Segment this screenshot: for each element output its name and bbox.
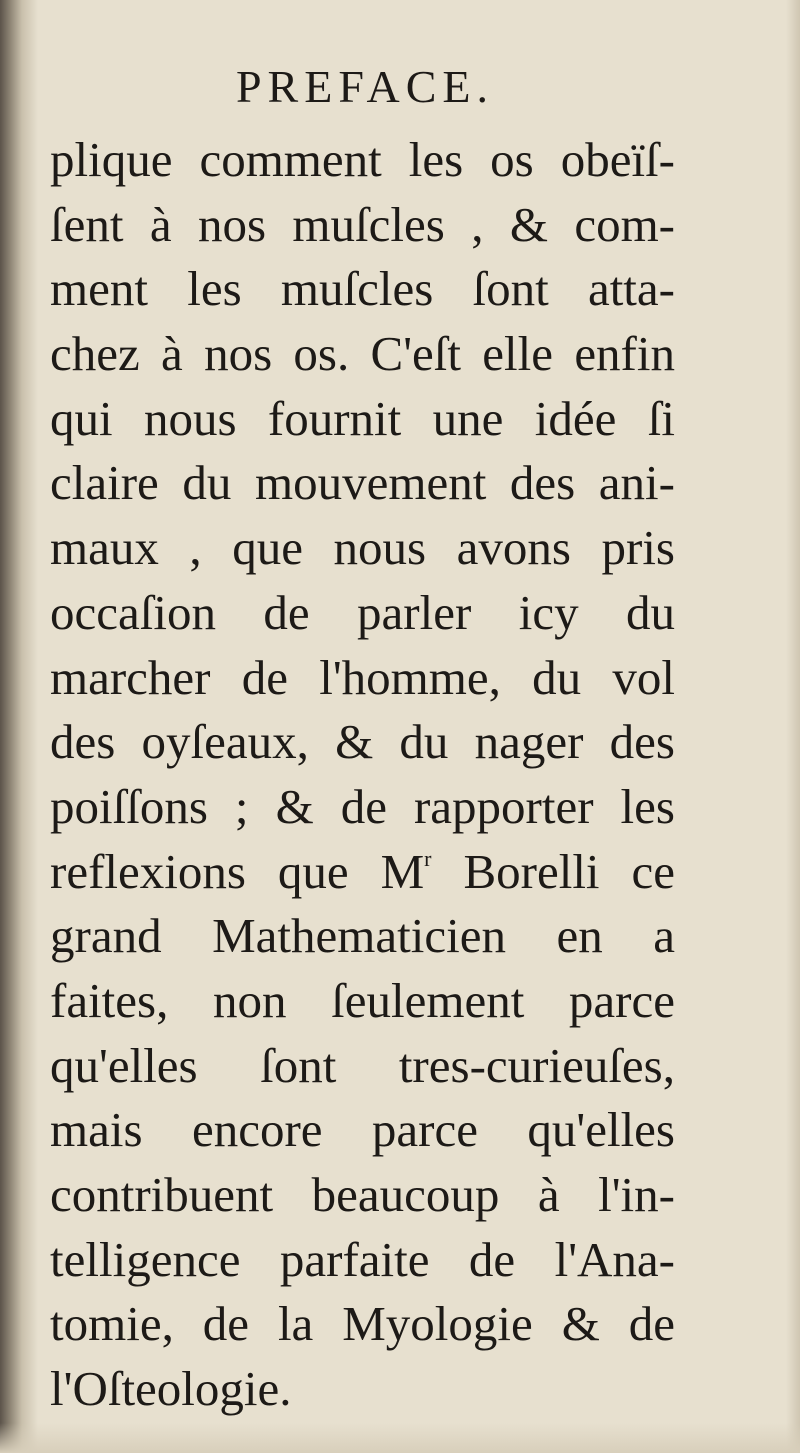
page-edge-bottom	[0, 1423, 800, 1453]
text-line-last: l'Oſteologie.	[50, 1361, 292, 1417]
text-line: telligence parfaite de l'Ana-	[50, 1231, 675, 1287]
text-line: plique comment les os obeïſ-	[50, 132, 675, 187]
page-edge-right	[786, 0, 800, 1453]
text-line: claire du mouvement des ani-	[50, 455, 675, 511]
text-line: des oyſeaux, & du nager des	[50, 714, 675, 770]
text-line: mais encore parce qu'elles	[50, 1102, 675, 1158]
text-line: qu'elles ſont tres-curieuſes,	[50, 1037, 675, 1093]
body-text	[50, 128, 675, 1422]
text-line-end: Borelli ce	[431, 843, 676, 899]
text-line: maux , que nous avons pris	[50, 520, 675, 576]
text-line: contribuent beaucoup à l'in-	[50, 1167, 675, 1222]
text-line: tomie, de la Myologie & de	[50, 1296, 675, 1352]
text-line: ment les muſcles ſont atta-	[50, 261, 675, 317]
text-line: grand Mathematicien en a	[50, 908, 675, 964]
text-line: ſent à nos muſcles , & com-	[50, 196, 675, 252]
text-line-start: reflexions que M	[50, 843, 425, 899]
text-line: chez à nos os. C'eſt elle enfin	[50, 326, 675, 382]
text-line: qui nous fournit une idée ſi	[50, 390, 675, 446]
text-line: faites, non ſeulement parce	[50, 972, 675, 1028]
binding-shadow	[0, 0, 38, 1453]
text-line: poiſſons ; & de rapporter les	[50, 778, 675, 834]
superscript-r: r	[424, 845, 432, 871]
running-head: PREFACE.	[235, 61, 495, 112]
text-line: marcher de l'homme, du vol	[50, 649, 675, 705]
text-line-with-superscript	[50, 840, 675, 905]
text-line: occaſion de parler icy du	[50, 584, 675, 640]
